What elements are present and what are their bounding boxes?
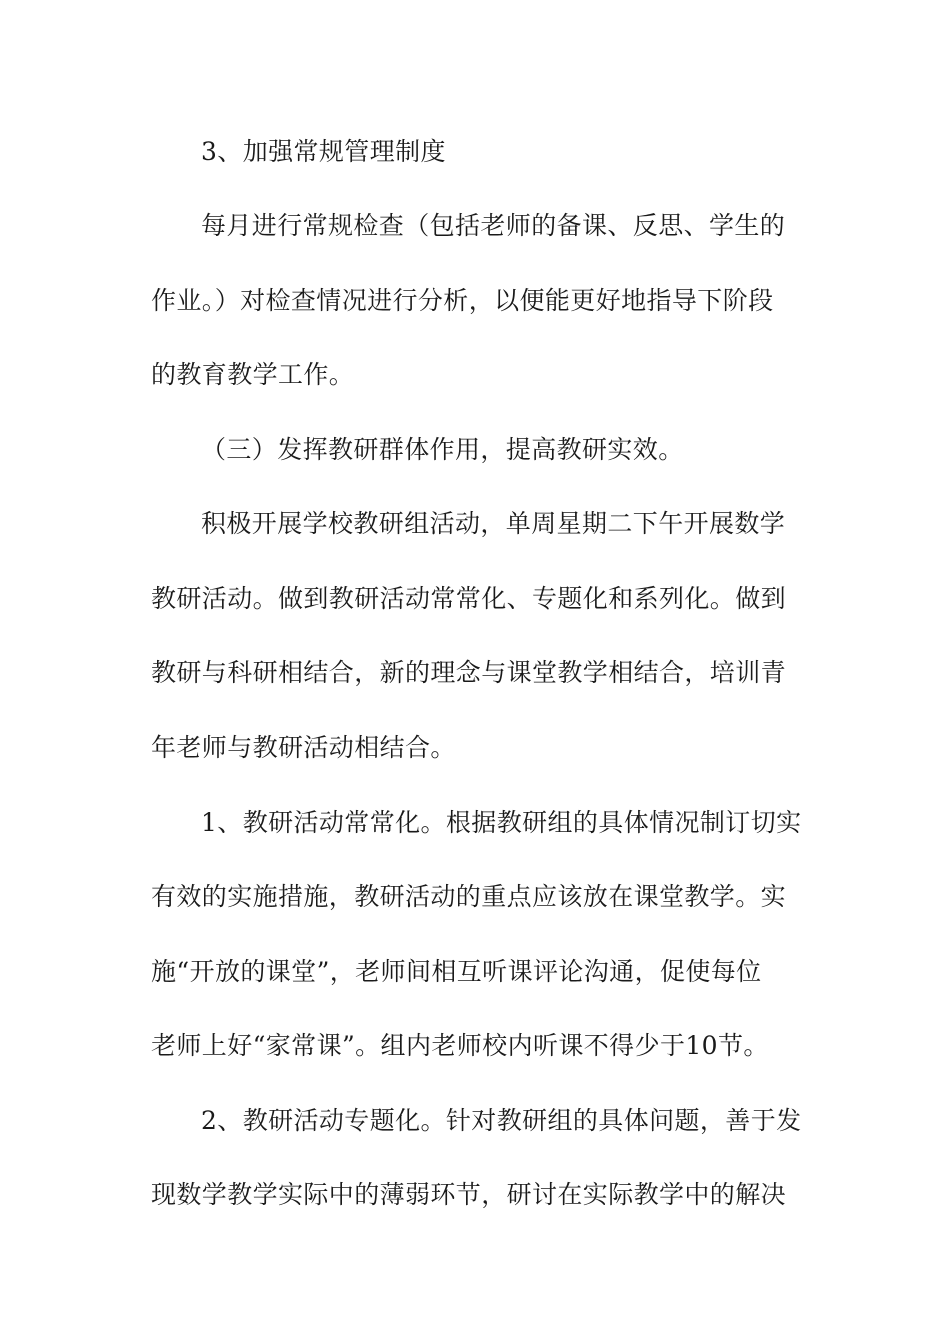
paragraph-line: 的教育教学工作。 — [151, 360, 355, 389]
paragraph-line: 每月进行常规检查（包括老师的备课、反思、学生的 — [201, 211, 786, 240]
paragraph-line: 作业。）对检查情况进行分析，以便能更好地指导下阶段 — [151, 286, 774, 315]
paragraph-line: 现数学教学实际中的薄弱环节，研讨在实际教学中的解决 — [151, 1180, 787, 1209]
paragraph-line: 年老师与教研活动相结合。 — [151, 733, 456, 762]
paragraph-line: 老师上好“家常课”。组内老师校内听课不得少于10节。 — [151, 1031, 769, 1060]
paragraph-line: 1、教研活动常常化。根据教研组的具体情况制订切实 — [201, 808, 802, 837]
paragraph-line: 积极开展学校教研组活动，单周星期二下午开展数学 — [201, 509, 786, 538]
paragraph-line: 教研活动。做到教研活动常常化、专题化和系列化。做到 — [151, 584, 787, 613]
paragraph-line: 施“开放的课堂”，老师间相互听课评论沟通，促使每位 — [151, 957, 762, 986]
paragraph-line: 教研与科研相结合，新的理念与课堂教学相结合，培训青 — [151, 658, 787, 687]
paragraph-line: 2、教研活动专题化。针对教研组的具体问题，善于发 — [201, 1106, 802, 1135]
section-heading-regular-management: 3、加强常规管理制度 — [201, 137, 446, 166]
section-heading-teaching-research: （三）发挥教研群体作用，提高教研实效。 — [201, 435, 684, 464]
paragraph-line: 有效的实施措施，教研活动的重点应该放在课堂教学。实 — [151, 882, 787, 911]
